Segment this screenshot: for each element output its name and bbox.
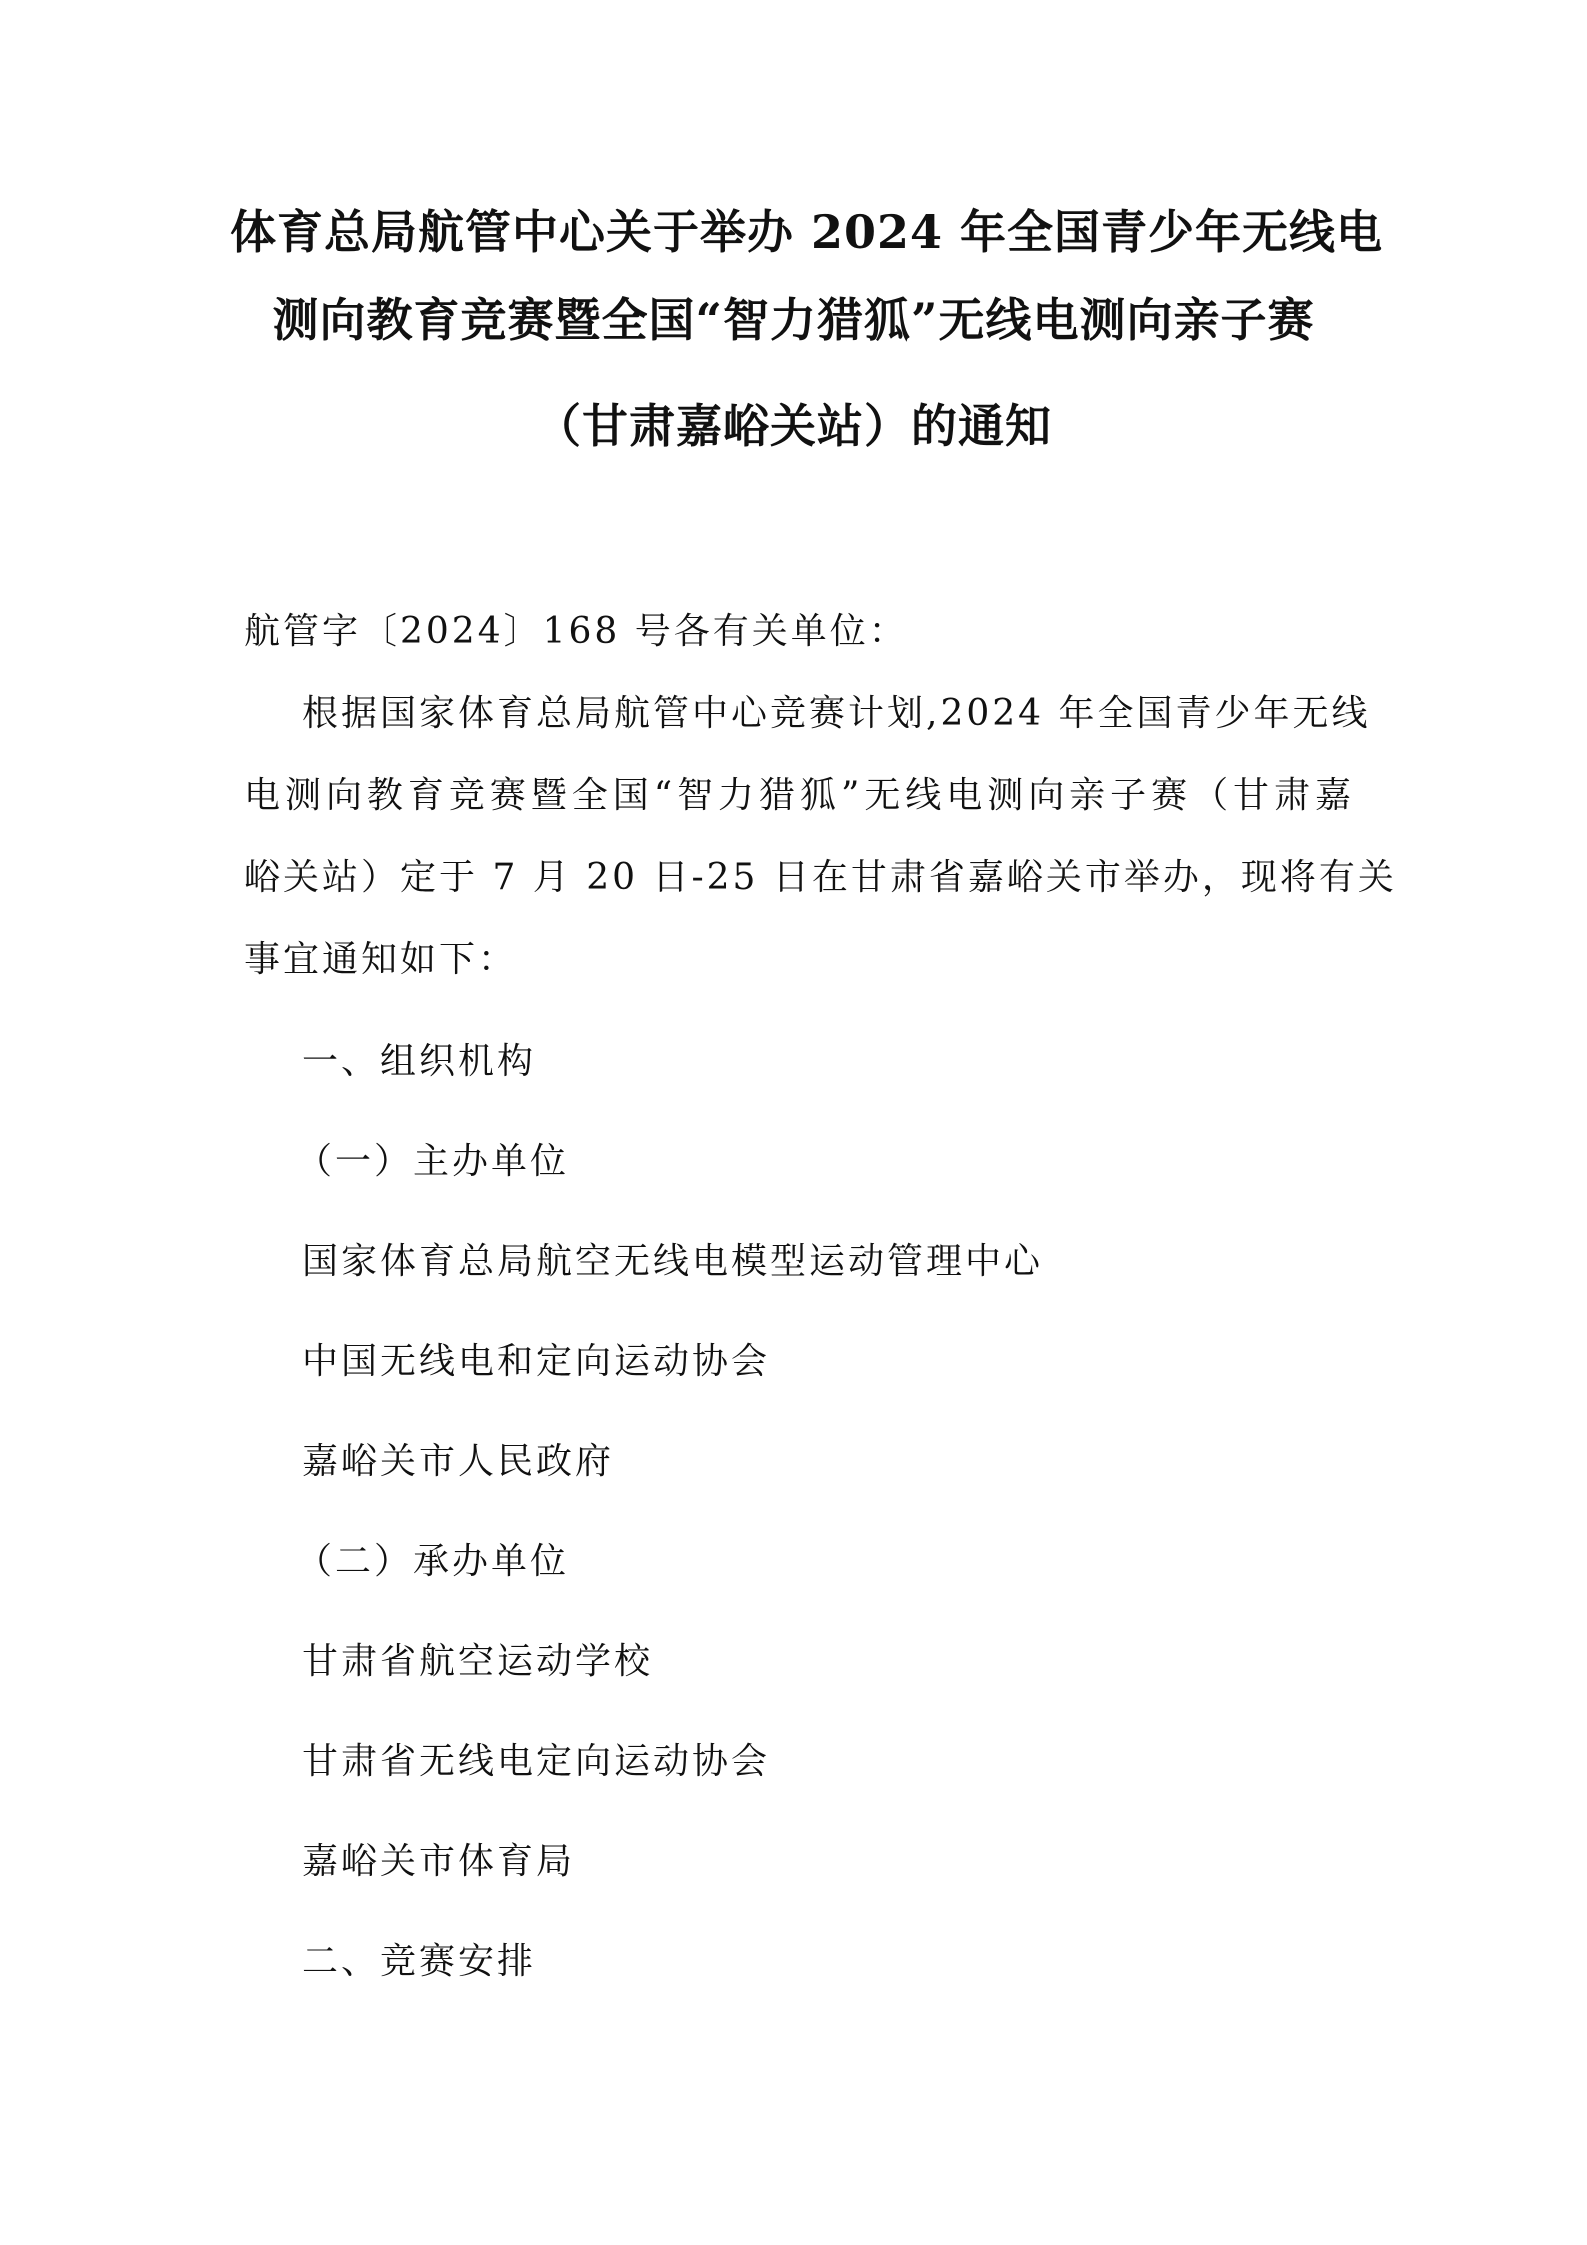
- organizer-item: 甘肃省航空运动学校: [302, 1641, 654, 1682]
- intro-line-1: 根据国家体育总局航管中心竞赛计划,2024 年全国青少年无线: [302, 693, 1371, 734]
- intro-line-3: 峪关站）定于 7 月 20 日-25 日在甘肃省嘉峪关市举办，现将有关: [244, 857, 1397, 898]
- sponsor-item: 嘉峪关市人民政府: [302, 1441, 615, 1482]
- title-line-1: 体育总局航管中心关于举办 2024 年全国青少年无线电: [230, 205, 1384, 259]
- section-1-sub-1-heading: （一）主办单位: [296, 1141, 570, 1182]
- section-1-sub-2-heading: （二）承办单位: [296, 1541, 570, 1582]
- title-line-2: 测向教育竞赛暨全国“智力猎狐”无线电测向亲子赛: [272, 293, 1315, 347]
- organizer-item: 嘉峪关市体育局: [302, 1841, 576, 1882]
- section-1-heading: 一、组织机构: [302, 1041, 537, 1082]
- intro-line-2: 电测向教育竞赛暨全国“智力猎狐”无线电测向亲子赛（甘肃嘉: [244, 775, 1354, 816]
- title-line-3: （甘肃嘉峪关站）的通知: [535, 399, 1052, 453]
- organizer-item: 甘肃省无线电定向运动协会: [302, 1741, 771, 1782]
- section-2-heading: 二、竞赛安排: [302, 1941, 537, 1982]
- sponsor-item: 国家体育总局航空无线电模型运动管理中心: [302, 1241, 1044, 1282]
- sponsor-item: 中国无线电和定向运动协会: [302, 1341, 771, 1382]
- intro-line-4: 事宜通知如下：: [244, 939, 518, 980]
- salutation: 航管字〔2024〕168 号各有关单位：: [244, 611, 908, 652]
